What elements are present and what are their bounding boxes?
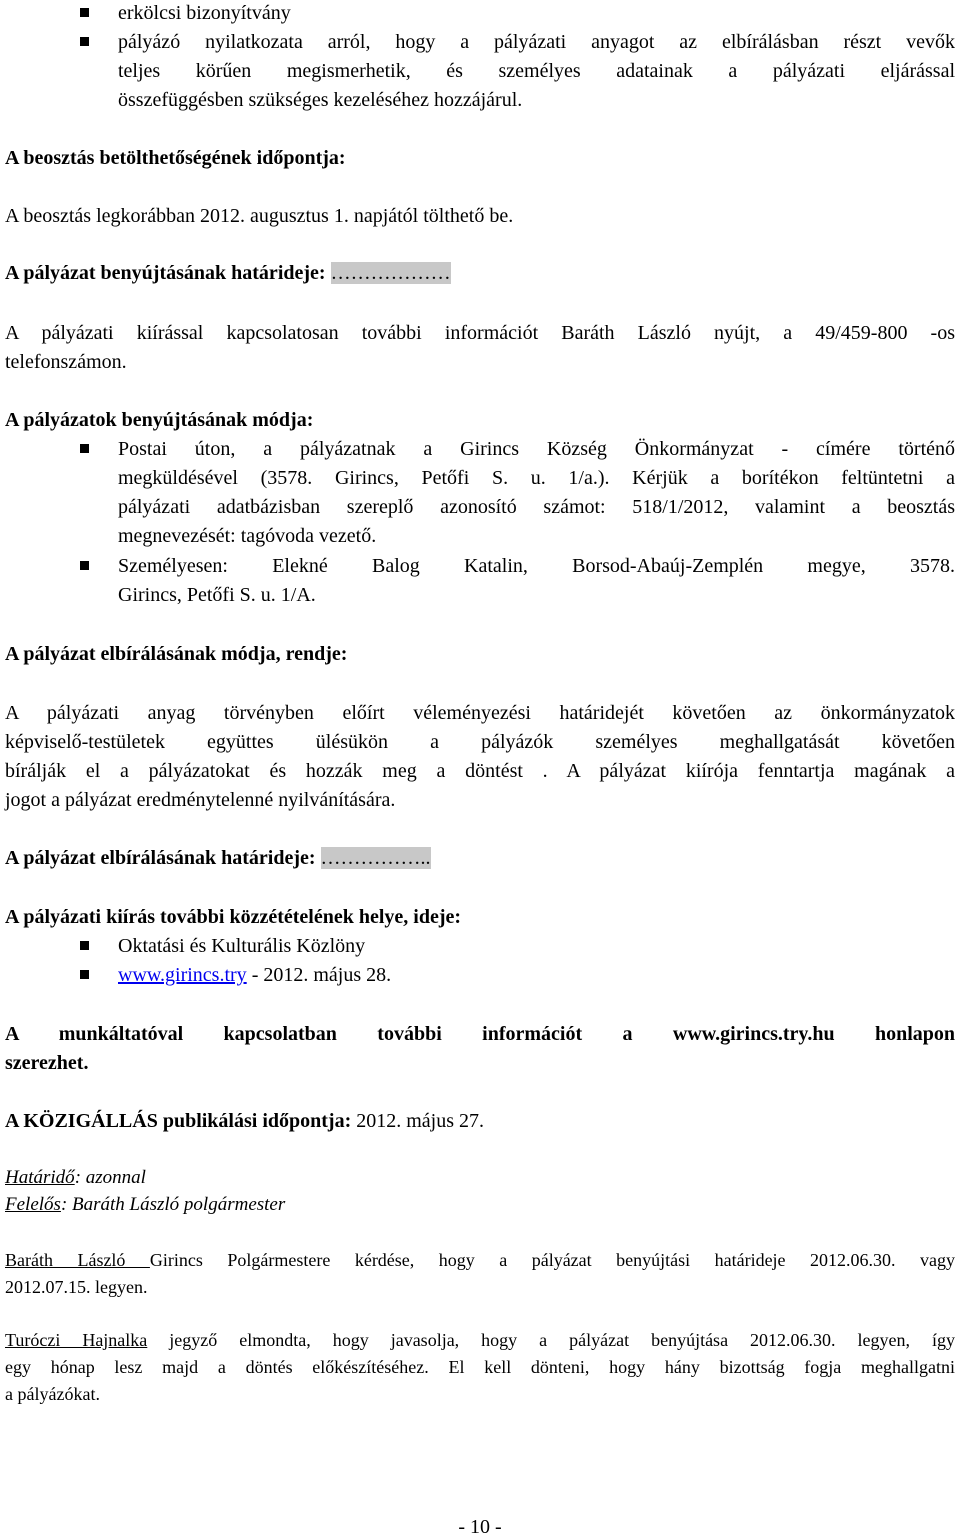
evaluation-line: jogot a pályázat eredménytelenné nyilvánítására. bbox=[5, 789, 396, 811]
bullet-item-declaration-line: pályázó nyilatkozata arról, hogy a pályázati anyagot az elbírálásban részt vevők bbox=[118, 31, 955, 53]
evaluation-line: képviselő-testületek együttes ülésükön a pályázók személyes meghallgatását követően bbox=[5, 731, 955, 753]
notary-statement-line bbox=[5, 1331, 955, 1349]
evaluation-line: A pályázati anyag törvényben előírt véleményezési határidejét követően az önkormányzatok bbox=[5, 702, 955, 724]
evaluation-heading: A pályázat elbírálásának módja, rendje: bbox=[5, 643, 348, 665]
evaluation-line: bírálják el a pályázatokat és hozzák meg a döntést . A pályázat kiírója fenntartja magának a bbox=[5, 760, 955, 782]
kozigallas-date: 2012. május 27. bbox=[351, 1110, 485, 1132]
personal-item-line: Girincs, Petőfi S. u. 1/A. bbox=[118, 584, 316, 606]
postal-item-line: Postai úton, a pályázatnak a Girincs Község Önkormányzat - címére történő bbox=[118, 438, 955, 460]
employer-info-line: szerezhet. bbox=[5, 1052, 89, 1074]
postal-item-line: megküldésével (3578. Girincs, Petőfi S. u. 1/a.). Kérjük a borítékon feltüntetni a bbox=[118, 467, 955, 489]
evaluation-deadline bbox=[5, 848, 955, 868]
info-line: A pályázati kiírással kapcsolatosan további információt Baráth László nyújt, a 49/459-800 -os bbox=[5, 322, 955, 344]
kozigallas-label: A KÖZIGÁLLÁS publikálási időpontja: bbox=[5, 1110, 352, 1132]
girincs-website-link[interactable]: www.girincs.try bbox=[118, 964, 247, 986]
personal-item-line: Személyesen: Elekné Balog Katalin, Borsod-Abaúj-Zemplén megye, 3578. bbox=[118, 555, 955, 577]
page-number: - 10 - bbox=[458, 1516, 502, 1538]
submission-deadline bbox=[5, 263, 955, 283]
kozigallas-publication bbox=[5, 1111, 955, 1131]
bullet-marker bbox=[80, 444, 89, 453]
responsible-note-value: : Baráth László polgármester bbox=[60, 1194, 286, 1215]
evaluation-deadline-label: A pályázat elbírálásának határideje: bbox=[5, 847, 316, 869]
bullet-marker bbox=[80, 941, 89, 950]
publication-web-date: - 2012. május 28. bbox=[246, 964, 392, 986]
submission-deadline-label: A pályázat benyújtásának határideje: bbox=[5, 262, 326, 284]
bullet-marker bbox=[80, 970, 89, 979]
postal-item-line: megnevezését: tagóvoda vezető. bbox=[118, 525, 377, 547]
mayor-question-text: Girincs Polgármestere kérdése, hogy a pályázat benyújtási határideje 2012.06.30. vagy bbox=[149, 1250, 955, 1270]
employer-info-line: A munkáltatóval kapcsolatban további információt a www.girincs.try.hu honlapon bbox=[5, 1023, 955, 1045]
deadline-note-value: : azonnal bbox=[74, 1167, 146, 1188]
mayor-question-line: 2012.07.15. legyen. bbox=[5, 1277, 148, 1297]
bullet-marker bbox=[80, 561, 89, 570]
submission-method-heading: A pályázatok benyújtásának módja: bbox=[5, 409, 314, 431]
bullet-marker bbox=[80, 8, 89, 17]
notary-name: Turóczi Hajnalka bbox=[5, 1330, 148, 1350]
responsible-note bbox=[5, 1195, 955, 1214]
info-line: telefonszámon. bbox=[5, 351, 127, 373]
bullet-item-certificate: erkölcsi bizonyítvány bbox=[118, 2, 291, 24]
postal-item-line: pályázati adatbázisban szereplő azonosító számot: 518/1/2012, valamint a beosztás bbox=[118, 496, 955, 518]
responsible-note-label: Felelős bbox=[5, 1194, 61, 1215]
bullet-marker bbox=[80, 37, 89, 46]
evaluation-deadline-blank: …………….. bbox=[320, 847, 431, 869]
notary-statement-text: jegyző elmondta, hogy javasolja, hogy a pályázat benyújtása 2012.06.30. legyen, így bbox=[147, 1330, 955, 1350]
fill-date-text: A beosztás legkorábban 2012. augusztus 1. napjától tölthető be. bbox=[5, 205, 514, 227]
submission-deadline-blank: ……………… bbox=[330, 262, 451, 284]
publication-item-gazette: Oktatási és Kulturális Közlöny bbox=[118, 935, 366, 957]
bullet-item-declaration-line: teljes körűen megismerhetik, és személyes adatainak a pályázati eljárással bbox=[118, 60, 955, 82]
bullet-item-declaration-line: összefüggésben szükséges kezeléséhez hozzájárul. bbox=[118, 89, 523, 111]
notary-statement-line: egy hónap lesz majd a döntés előkészítéséhez. El kell dönteni, hogy hány bizottság fogja meghallgatni bbox=[5, 1357, 955, 1377]
deadline-note bbox=[5, 1168, 955, 1187]
notary-statement-line: a pályázókat. bbox=[5, 1384, 100, 1404]
publication-item-web bbox=[118, 965, 955, 985]
publication-heading: A pályázati kiírás további közzétételének helye, ideje: bbox=[5, 906, 462, 928]
mayor-question-line bbox=[5, 1251, 955, 1269]
deadline-note-label: Határidő bbox=[5, 1167, 75, 1188]
fill-date-heading: A beosztás betölthetőségének időpontja: bbox=[5, 147, 346, 169]
mayor-name: Baráth László bbox=[5, 1250, 150, 1270]
